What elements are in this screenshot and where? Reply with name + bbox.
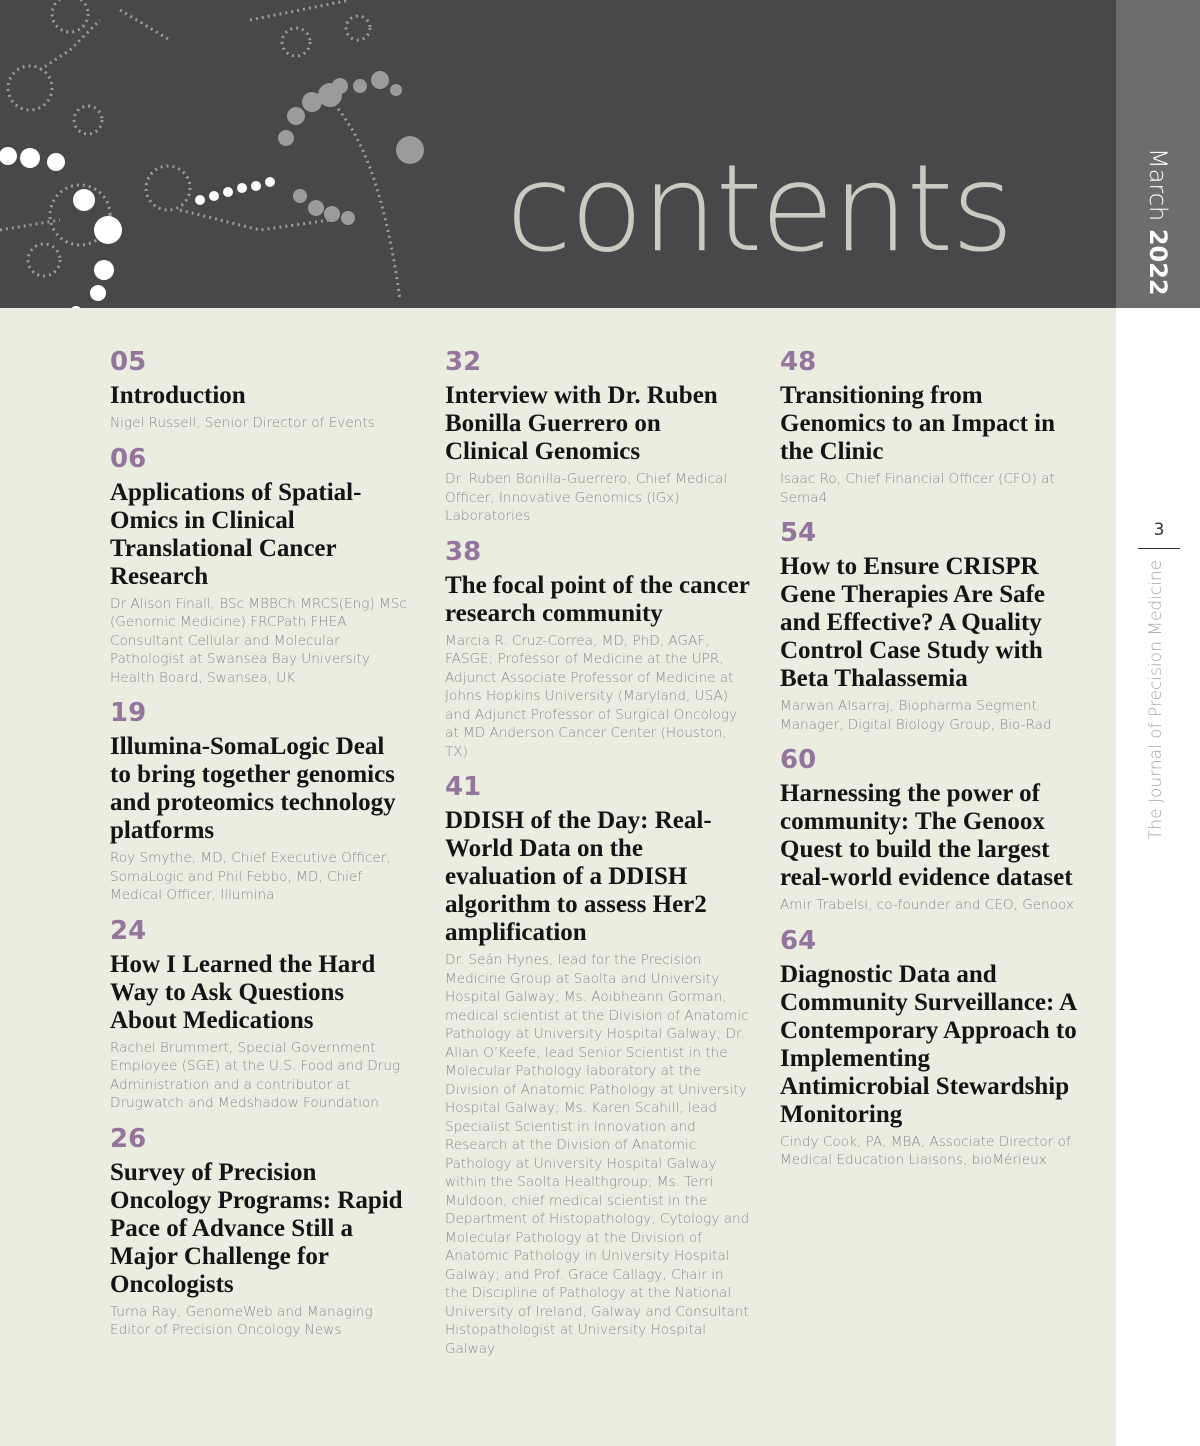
toc-entry[interactable] <box>110 913 410 1113</box>
toc-title[interactable]: Survey of Precision Oncology Programs: Rapid Pace of Advance Still a Major Challenge for Oncologists <box>110 1158 403 1298</box>
toc-author: Roy Smythe, MD, Chief Executive Officer, SomaLogic and Phil Febbo, MD, Chief Medical Officer, Illumina <box>110 850 391 903</box>
toc-entry[interactable] <box>780 344 1080 507</box>
contents-column-2 <box>445 344 750 1366</box>
header-banner <box>0 0 1116 308</box>
toc-author: Cindy Cook, PA, MBA, Associate Director of Medical Education Liaisons, bioMérieux <box>780 1133 1071 1168</box>
toc-page-number: 06 <box>110 443 147 474</box>
toc-title[interactable]: Illumina-SomaLogic Deal to bring together genomics and proteomics technology platforms <box>110 733 396 844</box>
toc-page-number: 64 <box>780 925 817 956</box>
toc-title[interactable]: Diagnostic Data and Community Surveillance: A Contemporary Approach to Implementing Antimicrobial Stewardship Monitoring <box>780 960 1077 1128</box>
toc-title[interactable]: Introduction <box>110 382 246 409</box>
toc-page-number: 60 <box>780 745 817 775</box>
toc-page-number: 05 <box>110 347 147 377</box>
toc-author: Dr Alison Finall, BSc MBBCh MRCS(Eng) MSc (Genomic Medicine) FRCPath FHEA Consultant Cellular and Molecular Pathologist at Swansea Bay University Health Board, Swansea, UK <box>110 595 407 686</box>
issue-month: March <box>1144 148 1172 222</box>
toc-page-number: 19 <box>110 698 147 728</box>
toc-title[interactable]: Interview with Dr. Ruben Bonilla Guerrero on Clinical Genomics <box>445 382 718 465</box>
toc-title[interactable]: The focal point of the cancer research community <box>445 571 750 627</box>
toc-author: Rachel Brummert, Special Government Employee (SGE) at the U.S. Food and Drug Administration and a contributor at Drugwatch and Medshadow Foundation <box>110 1039 401 1111</box>
toc-author: Isaac Ro, Chief Financial Officer (CFO) at Sema4 <box>780 471 1055 506</box>
page-margin <box>1116 308 1200 1446</box>
toc-author: Marcia R. Cruz-Correa, MD, PhD, AGAF, FASGE; Professor of Medicine at the UPR, Adjunct Associate Professor of Medicine at Johns Hopkins University (Maryland, USA) and Adjunct Professor of Surgical Oncology at MD Anderson Cancer Center (Houston, TX) <box>445 632 738 760</box>
toc-author: Nigel Russell, Senior Director of Events <box>110 415 375 431</box>
toc-page-number: 41 <box>445 772 482 802</box>
toc-entry[interactable] <box>445 344 750 526</box>
toc-page-number: 38 <box>445 536 482 567</box>
toc-entry[interactable] <box>780 515 1080 734</box>
toc-title[interactable]: How to Ensure CRISPR Gene Therapies Are Safe and Effective? A Quality Control Case Study with Beta Thalassemia <box>780 553 1046 692</box>
toc-author: Dr. Ruben Bonilla-Guerrero, Chief Medical Officer, Innovative Genomics (IGx) Laboratories <box>445 471 728 524</box>
toc-page-number: 26 <box>110 1123 147 1154</box>
toc-entry[interactable] <box>110 344 410 433</box>
contents-column-1 <box>110 344 410 1348</box>
issue-year: 2022 <box>1144 228 1172 296</box>
toc-entry[interactable] <box>445 534 750 762</box>
toc-entry[interactable] <box>110 695 410 905</box>
toc-title[interactable]: Harnessing the power of community: The Genoox Quest to build the largest real-world evidence dataset <box>780 780 1073 891</box>
toc-page-number: 24 <box>110 915 147 946</box>
toc-entry[interactable] <box>445 769 750 1358</box>
toc-title[interactable]: DDISH of the Day: Real-World Data on the evaluation of a DDISH algorithm to assess Her2 amplification <box>445 807 712 946</box>
toc-author: Amir Trabelsi, co-founder and CEO, Genoox <box>780 897 1074 913</box>
toc-page-number: 32 <box>445 347 482 377</box>
toc-page-number: 48 <box>780 347 817 377</box>
toc-title[interactable]: Transitioning from Genomics to an Impact in the Clinic <box>780 382 1055 465</box>
toc-title[interactable]: How I Learned the Hard Way to Ask Questions About Medications <box>110 950 376 1034</box>
page-number-divider <box>1138 548 1180 549</box>
toc-entry[interactable] <box>780 742 1080 915</box>
toc-title[interactable]: Applications of Spatial-Omics in Clinical Translational Cancer Research <box>110 478 362 590</box>
toc-entry[interactable] <box>110 1121 410 1340</box>
contents-column-3 <box>780 344 1080 1178</box>
issue-date <box>1140 148 1176 296</box>
page-title: contents <box>506 140 1012 279</box>
toc-author: Marwan Alsarraj, Biopharma Segment Manager, Digital Biology Group, Bio-Rad <box>780 698 1052 733</box>
page-number: 3 <box>1153 520 1165 540</box>
molecule-network-illustration <box>0 0 520 308</box>
toc-entry[interactable] <box>110 441 410 688</box>
toc-author: Turna Ray, GenomeWeb and Managing Editor of Precision Oncology News <box>110 1303 373 1338</box>
toc-entry[interactable] <box>780 923 1080 1170</box>
toc-author: Dr. Seán Hynes, lead for the Precision Medicine Group at Saolta and University Hospital Galway; Ms. Aoibheann Gorman, medical scientist at the Division of Anatomic Pathology at University Hospital Galway; Dr. Allan O’Keefe, lead Senior Scientist in the Molecular Pathology laboratory at the Division of Anatomic Pathology at University Hospital Galway; Ms. Karen Scahill, lead Specialist Scientist in Innovation and Research at the Division of Anatomic Pathology at University Hospital Galway within the Saolta Healthgroup; Ms. Terri Muldoon, chief medical scientist in the Department of Histopathology, Cytology and Molecular Pathology at the Division of Anatomic Pathology in University Hospital Galway; and Prof. Grace Callagy, Chair in the Discipline of Pathology at the National University of Ireland, Galway and Consultant Histopathologist at University Hospital Galway <box>445 952 750 1357</box>
toc-page-number: 54 <box>780 518 817 548</box>
journal-name: The Journal of Precision Medicine <box>1146 559 1166 840</box>
